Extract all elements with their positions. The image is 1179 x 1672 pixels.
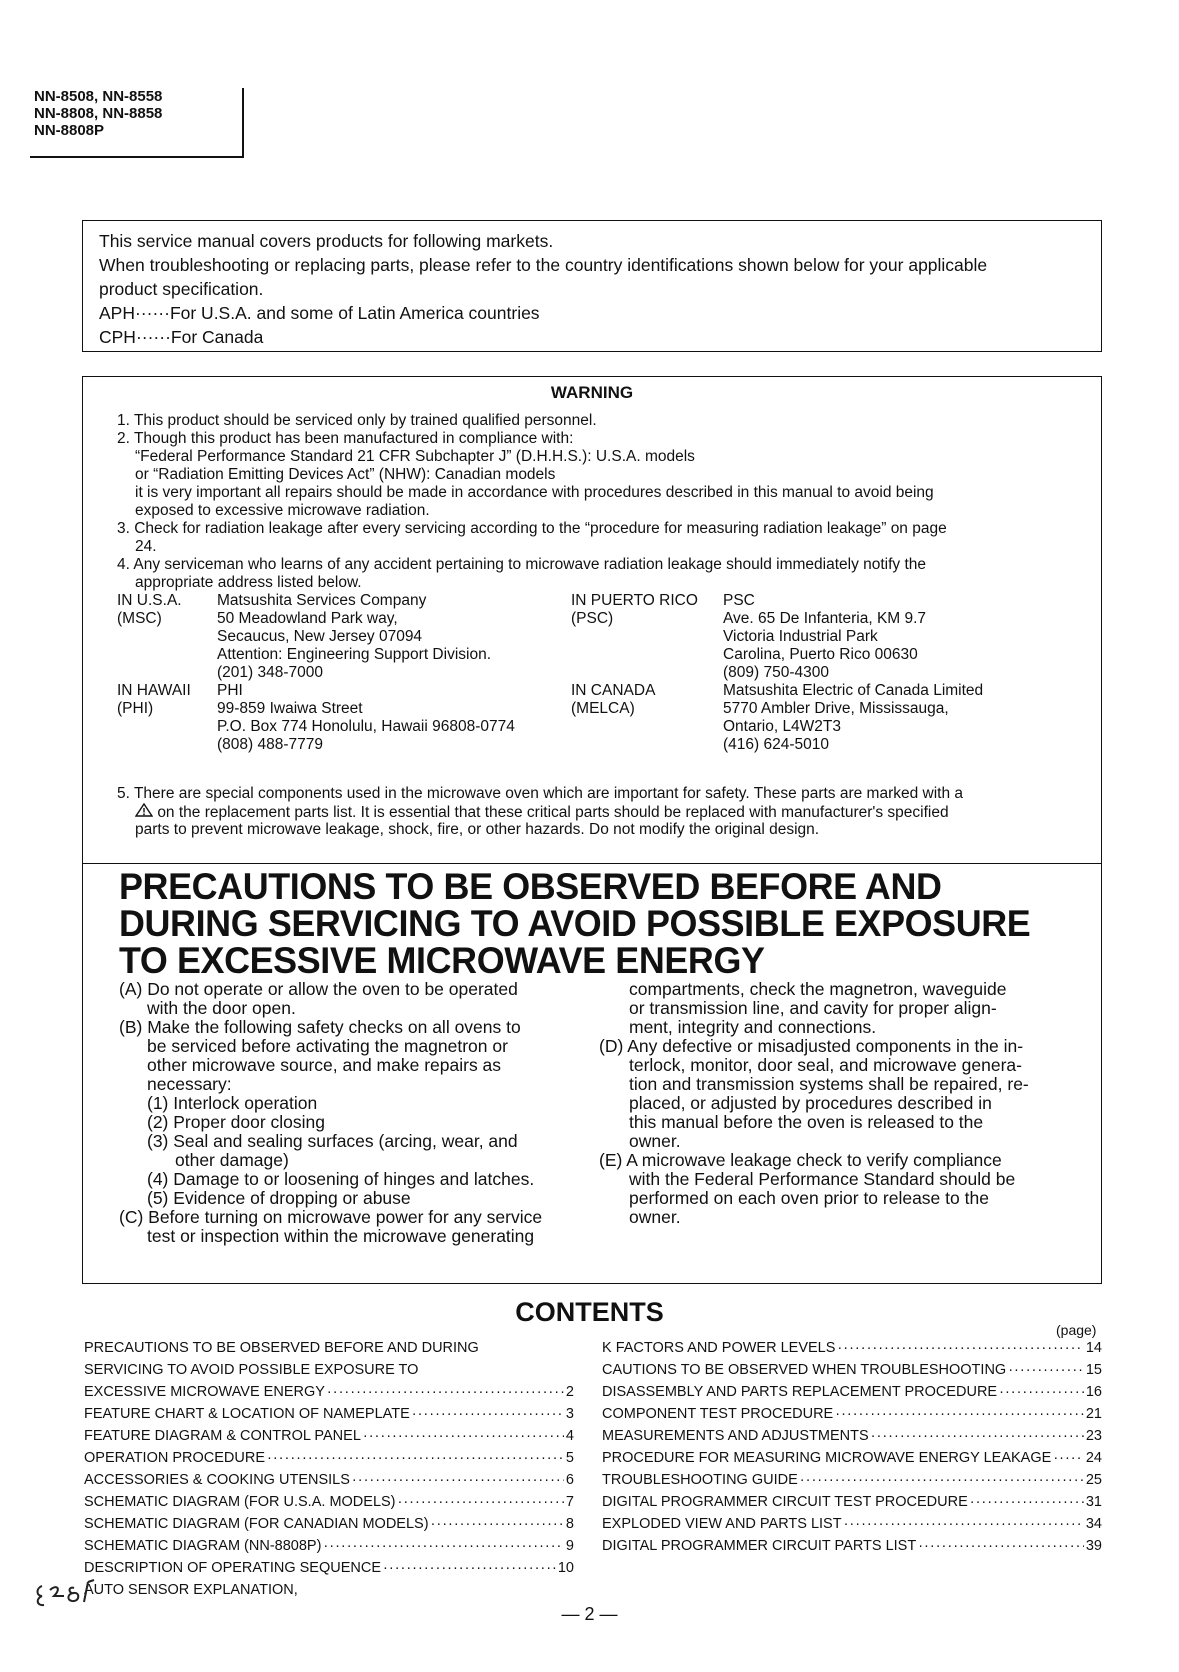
contents-page-label: (page) bbox=[1056, 1322, 1097, 1338]
toc-leader bbox=[412, 1406, 564, 1422]
toc-entry-title: EXPLODED VIEW AND PARTS LIST bbox=[602, 1516, 842, 1532]
toc-entry[interactable] bbox=[602, 1468, 1102, 1488]
precaution-line: other damage) bbox=[175, 1150, 289, 1170]
toc-entry-title: DISASSEMBLY AND PARTS REPLACEMENT PROCEDURE bbox=[602, 1384, 998, 1400]
address-line: 5770 Ambler Drive, Mississauga, bbox=[723, 700, 949, 717]
precaution-line: (B) Make the following safety checks on all ovens to bbox=[119, 1017, 521, 1037]
toc-entry-title: SCHEMATIC DIAGRAM (FOR CANADIAN MODELS) bbox=[84, 1516, 429, 1532]
address-line: (808) 488-7779 bbox=[217, 736, 323, 753]
address-line: (809) 750-4300 bbox=[723, 664, 829, 681]
toc-leader bbox=[835, 1406, 1084, 1422]
address-line: Carolina, Puerto Rico 00630 bbox=[723, 646, 918, 663]
address-code: (MSC) bbox=[117, 610, 162, 627]
precaution-line: owner. bbox=[629, 1131, 681, 1151]
warning-item: 4. Any serviceman who learns of any accident pertaining to microwave radiation leakage should immediately notify the bbox=[117, 556, 927, 573]
address-region: IN HAWAII bbox=[117, 682, 191, 699]
toc-entry-page: 23 bbox=[1085, 1428, 1102, 1444]
precaution-line: (2) Proper door closing bbox=[147, 1112, 325, 1132]
toc-entry[interactable] bbox=[602, 1424, 1102, 1444]
address-line: Matsushita Services Company bbox=[217, 592, 427, 609]
toc-entry-title: PRECAUTIONS TO BE OBSERVED BEFORE AND DURING bbox=[84, 1340, 479, 1356]
warning-triangle-icon bbox=[135, 803, 153, 822]
toc-leader bbox=[431, 1516, 564, 1532]
toc-entry-title: DIGITAL PROGRAMMER CIRCUIT PARTS LIST bbox=[602, 1538, 917, 1554]
precaution-line: (5) Evidence of dropping or abuse bbox=[147, 1188, 411, 1208]
toc-entry-page: 2 bbox=[565, 1384, 574, 1400]
model-number-block bbox=[30, 88, 244, 158]
markets-line: When troubleshooting or replacing parts, please refer to the country identifications shown below for your applicable bbox=[99, 255, 988, 275]
precaution-line: compartments, check the magnetron, waveguide bbox=[629, 979, 1007, 999]
toc-entry-title: OPERATION PROCEDURE bbox=[84, 1450, 266, 1466]
toc-entry-page: 4 bbox=[565, 1428, 574, 1444]
markets-line: CPH······For Canada bbox=[99, 327, 264, 347]
address-code: (PHI) bbox=[117, 700, 154, 717]
toc-entry-title: MEASUREMENTS AND ADJUSTMENTS bbox=[602, 1428, 869, 1444]
toc-entry-page: 21 bbox=[1085, 1406, 1102, 1422]
toc-entry[interactable] bbox=[602, 1402, 1102, 1422]
precautions-box bbox=[82, 864, 1102, 1284]
markets-line: product specification. bbox=[99, 279, 264, 299]
toc-entry[interactable] bbox=[84, 1358, 574, 1378]
toc-leader bbox=[363, 1428, 564, 1444]
toc-leader bbox=[800, 1472, 1084, 1488]
address-line: Ave. 65 De Infanteria, KM 9.7 bbox=[723, 610, 927, 627]
address-line: 99-859 Iwaiwa Street bbox=[217, 700, 363, 717]
page-number: — 2 — bbox=[561, 1604, 618, 1624]
toc-entry-title: DESCRIPTION OF OPERATING SEQUENCE bbox=[84, 1560, 382, 1576]
precaution-line: (4) Damage to or loosening of hinges and latches. bbox=[147, 1169, 535, 1189]
warning-item: it is very important all repairs should be made in accordance with procedures described in this manual to avoid being bbox=[135, 484, 934, 501]
precaution-line: (1) Interlock operation bbox=[147, 1093, 318, 1113]
address-code: (MELCA) bbox=[571, 700, 635, 717]
address-line: PSC bbox=[723, 592, 755, 609]
toc-entry[interactable] bbox=[84, 1534, 574, 1554]
precaution-line: (D) Any defective or misadjusted components in the in- bbox=[599, 1036, 1024, 1056]
toc-entry-title: SCHEMATIC DIAGRAM (NN-8808P) bbox=[84, 1538, 322, 1554]
toc-leader bbox=[837, 1340, 1083, 1356]
address-line: Victoria Industrial Park bbox=[723, 628, 878, 645]
toc-entry-page: 3 bbox=[565, 1406, 574, 1422]
precautions-title-line: PRECAUTIONS TO BE OBSERVED BEFORE AND bbox=[119, 866, 942, 907]
toc-entry-title: TROUBLESHOOTING GUIDE bbox=[602, 1472, 798, 1488]
address-line: Matsushita Electric of Canada Limited bbox=[723, 682, 984, 699]
address-line: PHI bbox=[217, 682, 243, 699]
toc-entry-title: SERVICING TO AVOID POSSIBLE EXPOSURE TO bbox=[84, 1362, 419, 1378]
address-region: IN U.S.A. bbox=[117, 592, 182, 609]
precaution-line: or transmission line, and cavity for proper align- bbox=[629, 998, 997, 1018]
precaution-line: (3) Seal and sealing surfaces (arcing, wear, and bbox=[147, 1131, 518, 1151]
toc-entry[interactable] bbox=[602, 1534, 1102, 1554]
warning-box bbox=[82, 376, 1102, 864]
precaution-line: ment, integrity and connections. bbox=[629, 1017, 877, 1037]
toc-entry[interactable] bbox=[602, 1512, 1102, 1532]
toc-entry-page: 25 bbox=[1085, 1472, 1102, 1488]
address-line: Attention: Engineering Support Division. bbox=[217, 646, 491, 663]
toc-leader bbox=[844, 1516, 1084, 1532]
toc-entry-page: 34 bbox=[1085, 1516, 1102, 1532]
address-line: (201) 348-7000 bbox=[217, 664, 323, 681]
toc-entry-title: AUTO SENSOR EXPLANATION, bbox=[84, 1582, 298, 1598]
toc-leader bbox=[267, 1450, 564, 1466]
precaution-line: be serviced before activating the magnetron or bbox=[147, 1036, 508, 1056]
warning-item: “Federal Performance Standard 21 CFR Subchapter J” (D.H.H.S.): U.S.A. models bbox=[135, 448, 695, 465]
toc-leader bbox=[383, 1560, 556, 1576]
precaution-line: other microwave source, and make repairs as bbox=[147, 1055, 502, 1075]
warning-item-line bbox=[135, 803, 949, 822]
warning-item: 3. Check for radiation leakage after every servicing according to the “procedure for measuring radiation leakage” on page bbox=[117, 520, 947, 537]
toc-entry-title: DIGITAL PROGRAMMER CIRCUIT TEST PROCEDURE bbox=[602, 1494, 968, 1510]
toc-leader bbox=[871, 1428, 1084, 1444]
toc-entry-page: 31 bbox=[1085, 1494, 1102, 1510]
address-code: (PSC) bbox=[571, 610, 614, 627]
toc-leader bbox=[970, 1494, 1084, 1510]
toc-leader bbox=[327, 1384, 564, 1400]
toc-entry-title: K FACTORS AND POWER LEVELS bbox=[602, 1340, 836, 1356]
toc-entry[interactable] bbox=[84, 1380, 574, 1400]
warning-item: 24. bbox=[135, 538, 157, 555]
address-line: P.O. Box 774 Honolulu, Hawaii 96808-0774 bbox=[217, 718, 515, 735]
toc-leader bbox=[999, 1384, 1084, 1400]
toc-leader bbox=[398, 1494, 564, 1510]
precautions-title-line: TO EXCESSIVE MICROWAVE ENERGY bbox=[119, 940, 765, 981]
markets-notice-box bbox=[82, 220, 1102, 352]
toc-entry[interactable] bbox=[84, 1578, 574, 1598]
toc-entry[interactable] bbox=[84, 1402, 574, 1422]
precaution-line: terlock, monitor, door seal, and microwave genera- bbox=[629, 1055, 1022, 1075]
precaution-line: test or inspection within the microwave generating bbox=[147, 1226, 535, 1246]
toc-leader bbox=[1008, 1362, 1084, 1378]
toc-entry-page: 10 bbox=[557, 1560, 574, 1576]
model-line: NN-8808, NN-8858 bbox=[34, 105, 163, 122]
toc-entry[interactable] bbox=[84, 1556, 574, 1576]
markets-line: This service manual covers products for following markets. bbox=[99, 231, 554, 251]
toc-entry-title: FEATURE CHART & LOCATION OF NAMEPLATE bbox=[84, 1406, 410, 1422]
model-line: NN-8508, NN-8558 bbox=[34, 88, 163, 105]
precaution-line: (C) Before turning on microwave power for any service bbox=[119, 1207, 543, 1227]
toc-entry[interactable] bbox=[84, 1468, 574, 1488]
toc-entry-page: 24 bbox=[1085, 1450, 1102, 1466]
warning-title: WARNING bbox=[550, 383, 634, 402]
toc-entry-title: CAUTIONS TO BE OBSERVED WHEN TROUBLESHOOTING bbox=[602, 1362, 1007, 1378]
address-region: IN CANADA bbox=[571, 682, 656, 699]
toc-entry-page: 6 bbox=[565, 1472, 574, 1488]
toc-entry[interactable] bbox=[84, 1446, 574, 1466]
toc-leader bbox=[323, 1538, 564, 1554]
toc-leader bbox=[1053, 1450, 1084, 1466]
toc-entry[interactable] bbox=[602, 1336, 1102, 1356]
markets-line: APH······For U.S.A. and some of Latin America countries bbox=[99, 303, 540, 323]
toc-entry-page: 8 bbox=[565, 1516, 574, 1532]
model-line: NN-8808P bbox=[34, 122, 105, 139]
toc-entry-title: SCHEMATIC DIAGRAM (FOR U.S.A. MODELS) bbox=[84, 1494, 396, 1510]
toc-entry[interactable] bbox=[602, 1358, 1102, 1378]
warning-item: 5. There are special components used in the microwave oven which are important for safety. These parts are marked with a bbox=[117, 785, 964, 802]
toc-entry[interactable] bbox=[602, 1490, 1102, 1510]
precaution-line: necessary: bbox=[147, 1074, 232, 1094]
address-line: (416) 624-5010 bbox=[723, 736, 829, 753]
warning-item: appropriate address listed below. bbox=[135, 574, 362, 591]
warning-item-text: on the replacement parts list. It is essential that these critical parts should be replaced with manufacturer's specified bbox=[157, 804, 949, 821]
precaution-line: with the door open. bbox=[147, 998, 296, 1018]
precaution-line: tion and transmission systems shall be repaired, re- bbox=[629, 1074, 1029, 1094]
toc-entry-page: 5 bbox=[565, 1450, 574, 1466]
precaution-line: this manual before the oven is released to the bbox=[629, 1112, 984, 1132]
warning-item: 2. Though this product has been manufactured in compliance with: bbox=[117, 430, 574, 447]
precaution-line: with the Federal Performance Standard should be bbox=[629, 1169, 1016, 1189]
toc-leader bbox=[918, 1538, 1084, 1554]
address-line: Ontario, L4W2T3 bbox=[723, 718, 842, 735]
toc-entry-page: 14 bbox=[1085, 1340, 1102, 1356]
toc-entry[interactable] bbox=[84, 1336, 574, 1356]
toc-entry-page: 15 bbox=[1085, 1362, 1102, 1378]
precautions-title bbox=[119, 868, 1030, 979]
toc-entry[interactable] bbox=[84, 1512, 574, 1532]
toc-entry[interactable] bbox=[84, 1490, 574, 1510]
toc-leader bbox=[352, 1472, 564, 1488]
toc-entry-page: 39 bbox=[1085, 1538, 1102, 1554]
warning-item: parts to prevent microwave leakage, shock, fire, or other hazards. Do not modify the original design. bbox=[135, 821, 820, 838]
toc-entry[interactable] bbox=[84, 1424, 574, 1444]
precaution-line: (E) A microwave leakage check to verify compliance bbox=[599, 1150, 1002, 1170]
toc-entry-title: FEATURE DIAGRAM & CONTROL PANEL bbox=[84, 1428, 361, 1444]
precaution-line: placed, or adjusted by procedures described in bbox=[629, 1093, 992, 1113]
toc-entry[interactable] bbox=[602, 1380, 1102, 1400]
precaution-line: (A) Do not operate or allow the oven to be operated bbox=[119, 979, 518, 999]
toc-entry[interactable] bbox=[602, 1446, 1102, 1466]
precautions-title-line: DURING SERVICING TO AVOID POSSIBLE EXPOSURE bbox=[119, 903, 1031, 944]
toc-entry-page: 9 bbox=[565, 1538, 574, 1554]
precaution-line: performed on each oven prior to release to the bbox=[629, 1188, 989, 1208]
precaution-line: owner. bbox=[629, 1207, 681, 1227]
warning-item: or “Radiation Emitting Devices Act” (NHW): Canadian models bbox=[135, 466, 556, 483]
address-line: Secaucus, New Jersey 07094 bbox=[217, 628, 423, 645]
contents-title: CONTENTS bbox=[515, 1297, 664, 1327]
toc-entry-title: ACCESSORIES & COOKING UTENSILS bbox=[84, 1472, 350, 1488]
toc-entry-page: 16 bbox=[1085, 1384, 1102, 1400]
toc-entry-title: EXCESSIVE MICROWAVE ENERGY bbox=[84, 1384, 325, 1400]
toc-entry-page: 7 bbox=[565, 1494, 574, 1510]
address-line: 50 Meadowland Park way, bbox=[217, 610, 398, 627]
toc-entry-title: PROCEDURE FOR MEASURING MICROWAVE ENERGY LEAKAGE bbox=[602, 1450, 1052, 1466]
address-region: IN PUERTO RICO bbox=[571, 592, 698, 609]
warning-item: 1. This product should be serviced only by trained qualified personnel. bbox=[117, 412, 597, 429]
toc-entry-title: COMPONENT TEST PROCEDURE bbox=[602, 1406, 834, 1422]
warning-item: exposed to excessive microwave radiation. bbox=[135, 502, 430, 519]
